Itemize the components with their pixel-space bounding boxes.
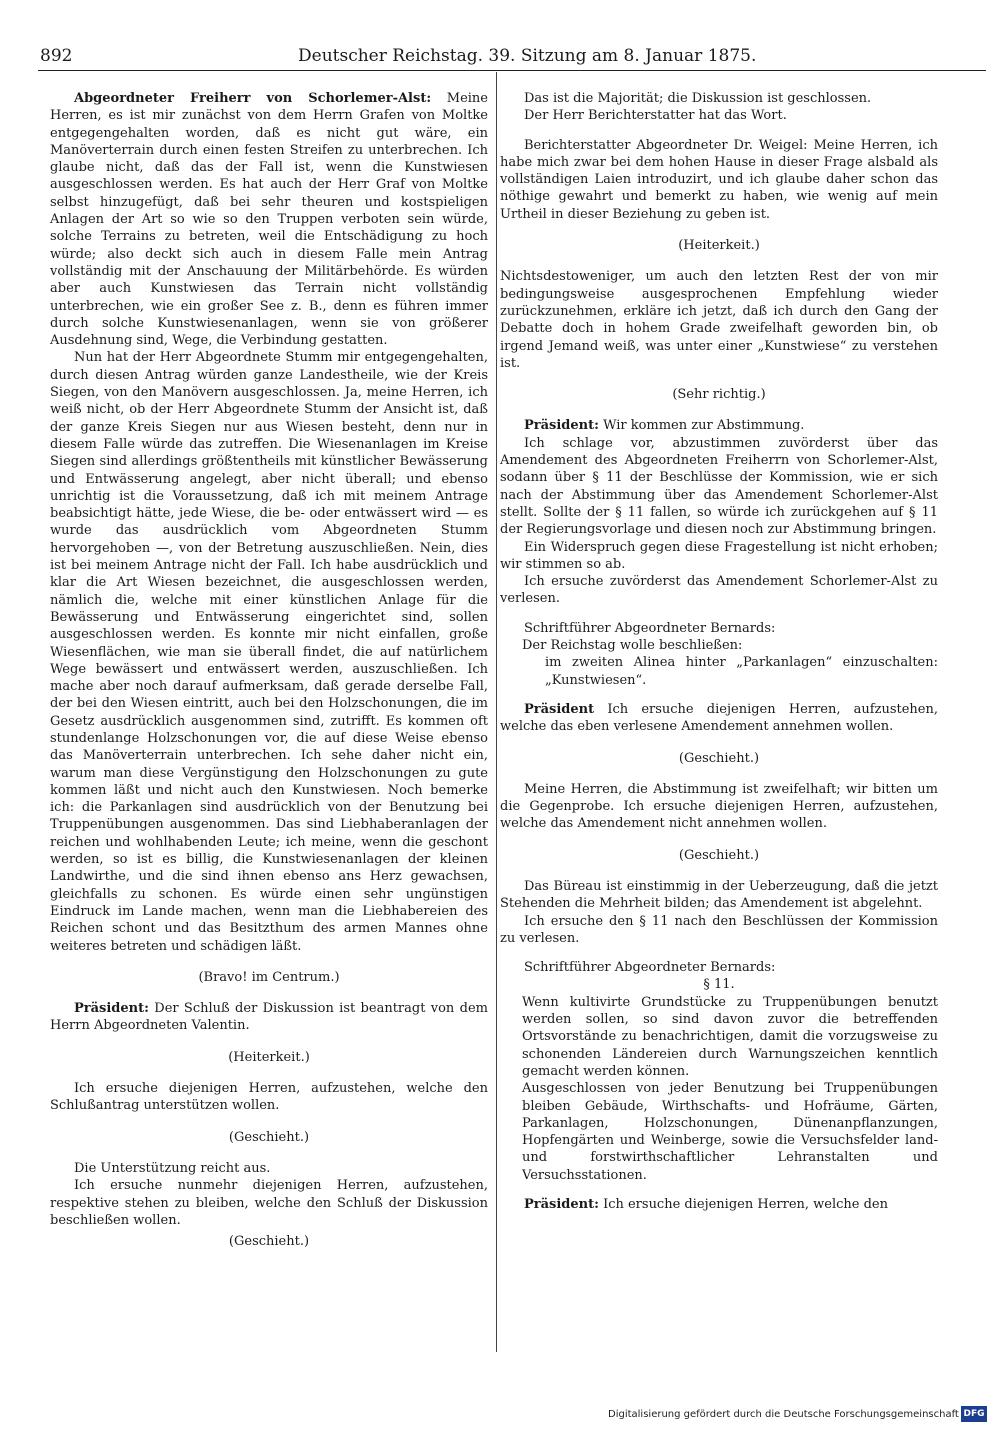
stage-direction: (Geschieht.) (678, 847, 760, 863)
speaker-name: Präsident (524, 701, 595, 717)
paragraph: Ein Widerspruch gegen diese Fragestellung ist nicht erhoben; wir stimmen so ab. (500, 539, 938, 572)
paragraph: Nichtsdestoweniger, um auch den letzten Rest der von mir bedingungsweise ausgesprochenen Empfehlung wieder zurückzunehmen, erkläre ich jetzt, daß ich durch den Gang der Debatte doch in hohem Grade zweifelhaft geworden bin, ob irgend Jemand weiß, was unter einer „Kunstwiese“ zu verstehen ist. (500, 269, 938, 371)
stage-direction: (Geschieht.) (678, 750, 760, 766)
speaker-name: Präsident: (524, 1197, 599, 1213)
right-column (500, 90, 938, 1213)
paragraph: Ich schlage vor, abzustimmen zuvörderst über das Amendement des Abgeordneten Freiherrn von Schorlemer-Alst, sodann über § 11 der Beschlüsse der Kommission, wie er sich nach der Abstimmung über das Amendement Schorlemer-Alst stellt. Sollte der § 11 fallen, so würde ich zurückgehen auf § 11 der Regierungsvorlage und diesen noch zur Abstimmung bringen. (500, 435, 938, 538)
paragraph (500, 959, 938, 976)
paragraph: Präsident: Wir kommen zur Abstimmung. (524, 418, 805, 434)
statute-text: Ausgeschlossen von jeder Benutzung bei Truppenübungen bleiben Gebäude, Wirthschafts- und Hofräume, Gärten, Parkanlagen, Holzschonungen, Dünenanpflanzungen, Hopfengärten und Weinberge, sowie die Versuchsfelder land- und forstwirthschaftlicher Lehranstalten und Versuchsstationen. (522, 1081, 938, 1183)
paragraph: Nun hat der Herr Abgeordnete Stumm mir entgegengehalten, durch diesen Antrag würden ganze Landestheile, wie der Kreis Siegen, von den Manövern ausgeschlossen. Ja, meine Herren, ich weiß nicht, ob der Herr Abgeordnete Stumm der Ansicht ist, daß der ganze Kreis Siegen nur aus Wiesen besteht, denn nur in diesem Falle würde das zutreffen. Die Wiesenanlagen im Kreise Siegen sind allerdings größtentheils mit künstlicher Bewässerung und Entwässerung angelegt, aber nicht überall; und ebenso unrichtig ist die Voraussetzung, daß ich mit meinem Antrage beabsichtigt hätte, jede Wiese, die be- oder entwässert wird — es wurde das ausdrücklich vom Abgeordneten Stumm hervorgehoben —, von der Betretung auszuschließen. Nein, dies ist bei meinem Antrage nicht der Fall. Ich habe ausdrücklich und klar die Art Wiesen bezeichnet, die ausgeschlossen werden, nämlich die, welche mit einer künstlichen Anlage für die Bewässerung und Entwässerung eingerichtet sind, sollen ausgeschlossen werden. Es konnte mir nicht einfallen, große Wiesenflächen, wie man sie überall findet, die auf natürlichem Wege bewässert und entwässert werden, auszuschließen. Ich mache aber noch darauf aufmerksam, daß gerade derselbe Fall, der bei den Wiesen eintritt, auch bei den Holzschonungen, die im Gesetz ausdrücklich ausgenommen sind, zutrifft. Es kommen oft stundenlange Holzschonungen vor, die auf diese Weise ebenso das Manöverterrain unterbrechen. Ich sehe daher nicht ein, warum man diese Vergünstigung den Holzschonungen zu gute kommen läßt und nicht auch den Kunstwiesen. Noch bemerke ich: die Parkanlagen sind ausdrücklich von der Benutzung bei Truppenübungen ausgenommen. Das sind Liebhaberanlagen der reichen und wohlhabenden Leute; ich meine, wenn die geschont werden, so ist es billig, die Kunstwiesenanlagen der kleinen Landwirthe, und die sind ihnen ebenso ans Herz gewachsen, gleichfalls zu schonen. Es würde einen sehr ungünstigen Eindruck im Lande machen, wenn man die Liebhabereien des Reichen schont und das Besitzthum des armen Mannes ohne weiteres betreten und schädigen läßt. (50, 350, 488, 954)
speaker-name: Schriftführer Abgeordneter Bernards: (524, 620, 776, 636)
section-number: § 11. (703, 977, 735, 993)
speaker-name: Präsident: (524, 418, 599, 434)
page-number: 892 (40, 46, 73, 66)
paragraph: Präsident: Ich ersuche diejenigen Herren, welche den (524, 1197, 888, 1213)
stage-direction: (Sehr richtig.) (672, 387, 766, 403)
footer (608, 1406, 988, 1424)
stage-direction: (Heiterkeit.) (228, 1049, 310, 1065)
running-header (40, 42, 985, 72)
speaker-name: Abgeordneter Freiherr von Schorlemer-Alst: (74, 91, 432, 106)
paragraph: Ich ersuche nunmehr diejenigen Herren, aufzustehen, respektive stehen zu bleiben, welche den Schluß der Diskussion beschließen wollen. (50, 1178, 488, 1228)
left-column (50, 90, 488, 1264)
motion-line: im zweiten Alinea hinter „Parkanlagen“ einzuschalten: „Kunstwiesen“. (545, 655, 938, 688)
paragraph: Berichterstatter Abgeordneter Dr. Weigel: Meine Herren, ich habe mich zwar bei dem hohen Hause in dieser Frage alsbald als vollständigen Laien introduzirt, und ich glaube daher schon das nöthige gewahrt und bemerkt zu haben, wie wenig auf mein Urtheil in dieser Beziehung zu geben ist. (500, 137, 938, 222)
stage-direction: (Bravo! im Centrum.) (198, 969, 340, 985)
header-rule (38, 70, 986, 71)
paragraph: Das ist die Majorität; die Diskussion ist geschlossen. (524, 91, 872, 106)
stage-direction: (Geschieht.) (228, 1129, 310, 1145)
paragraph: Ich ersuche diejenigen Herren, aufzustehen, welche den Schlußantrag unterstützen wollen. (50, 1081, 488, 1114)
paragraph: Das Büreau ist einstimmig in der Ueberzeugung, daß die jetzt Stehenden die Mehrheit bilden; das Amendement ist abgelehnt. (500, 878, 938, 912)
stage-direction: (Heiterkeit.) (678, 238, 760, 254)
paragraph: Meine Herren, die Abstimmung ist zweifelhaft; wir bitten um die Gegenprobe. Ich ersuche diejenigen Herren, aufzustehen, welche das Amendement nicht annehmen wollen. (500, 781, 938, 832)
header-title: Deutscher Reichstag. 39. Sitzung am 8. Januar 1875. (298, 46, 757, 66)
paragraph: Ich ersuche zuvörderst das Amendement Schorlemer-Alst zu verlesen. (500, 574, 938, 607)
funding-note: Digitalisierung gefördert durch die Deutsche Forschungsgemeinschaft (608, 1409, 959, 1420)
paragraph: Ich ersuche den § 11 nach den Beschlüssen der Kommission zu verlesen. (500, 913, 938, 946)
speaker-name: Berichterstatter Abgeordneter Dr. Weigel: (524, 137, 808, 153)
column-divider (496, 72, 497, 1352)
motion-line: Der Reichstag wolle beschließen: (522, 638, 743, 654)
paragraph: Abgeordneter Freiherr von Schorlemer-Alst: Meine Herren, es ist mir zunächst von dem Herrn Grafen von Moltke entgegengehalten worden, daß es nicht gut wäre, ein Manöverterrain durch einen festen Streifen zu unterbrechen. Ich glaube nicht, daß das der Fall ist, wenn die Kunstwiesen ausgeschlossen werden. Es hat auch der Herr Graf von Moltke selbst hinzugefügt, daß bei sehr theuren und kostspieligen Anlagen der Art so wie so den Truppen verboten sein würde, solche Terrains zu betreten, weil die Entschädigung zu hoch würde; also deckt sich auch in diesem Falle mein Antrag vollständig mit der Anschauung der Militärbehörde. Es würden aber auch Kunstwiesen das Terrain nicht vollständig unterbrechen, wie ein großer See z. B., denn es führen immer durch solche Kunstwiesenanlagen, wenn sie von größerer Ausdehnung sind, Wege, die Verbindung gestatten. (50, 91, 488, 349)
dfg-logo: DFG (961, 1406, 987, 1422)
paragraph (500, 620, 938, 637)
speaker-name: Präsident: (74, 1001, 149, 1017)
paragraph: Der Herr Berichterstatter hat das Wort. (524, 108, 787, 124)
paragraph: Präsident Ich ersuche diejenigen Herren, aufzustehen, welche das eben verlesene Amendement annehmen wollen. (500, 701, 938, 735)
paragraph: Präsident: Der Schluß der Diskussion ist beantragt von dem Herrn Abgeordneten Valentin. (50, 1001, 488, 1034)
stage-direction: (Geschieht.) (228, 1234, 310, 1250)
speaker-name: Schriftführer Abgeordneter Bernards: (524, 960, 776, 976)
paragraph: Die Unterstützung reicht aus. (74, 1160, 271, 1176)
statute-text: Wenn kultivirte Grundstücke zu Truppenübungen benutzt werden sollen, so sind davon zuvor die betreffenden Ortsvorstände zu benachrichtigen, damit die vorzugsweise zu schonenden Ländereien durch Warnungszeichen kenntlich gemacht werden können. (522, 994, 938, 1079)
